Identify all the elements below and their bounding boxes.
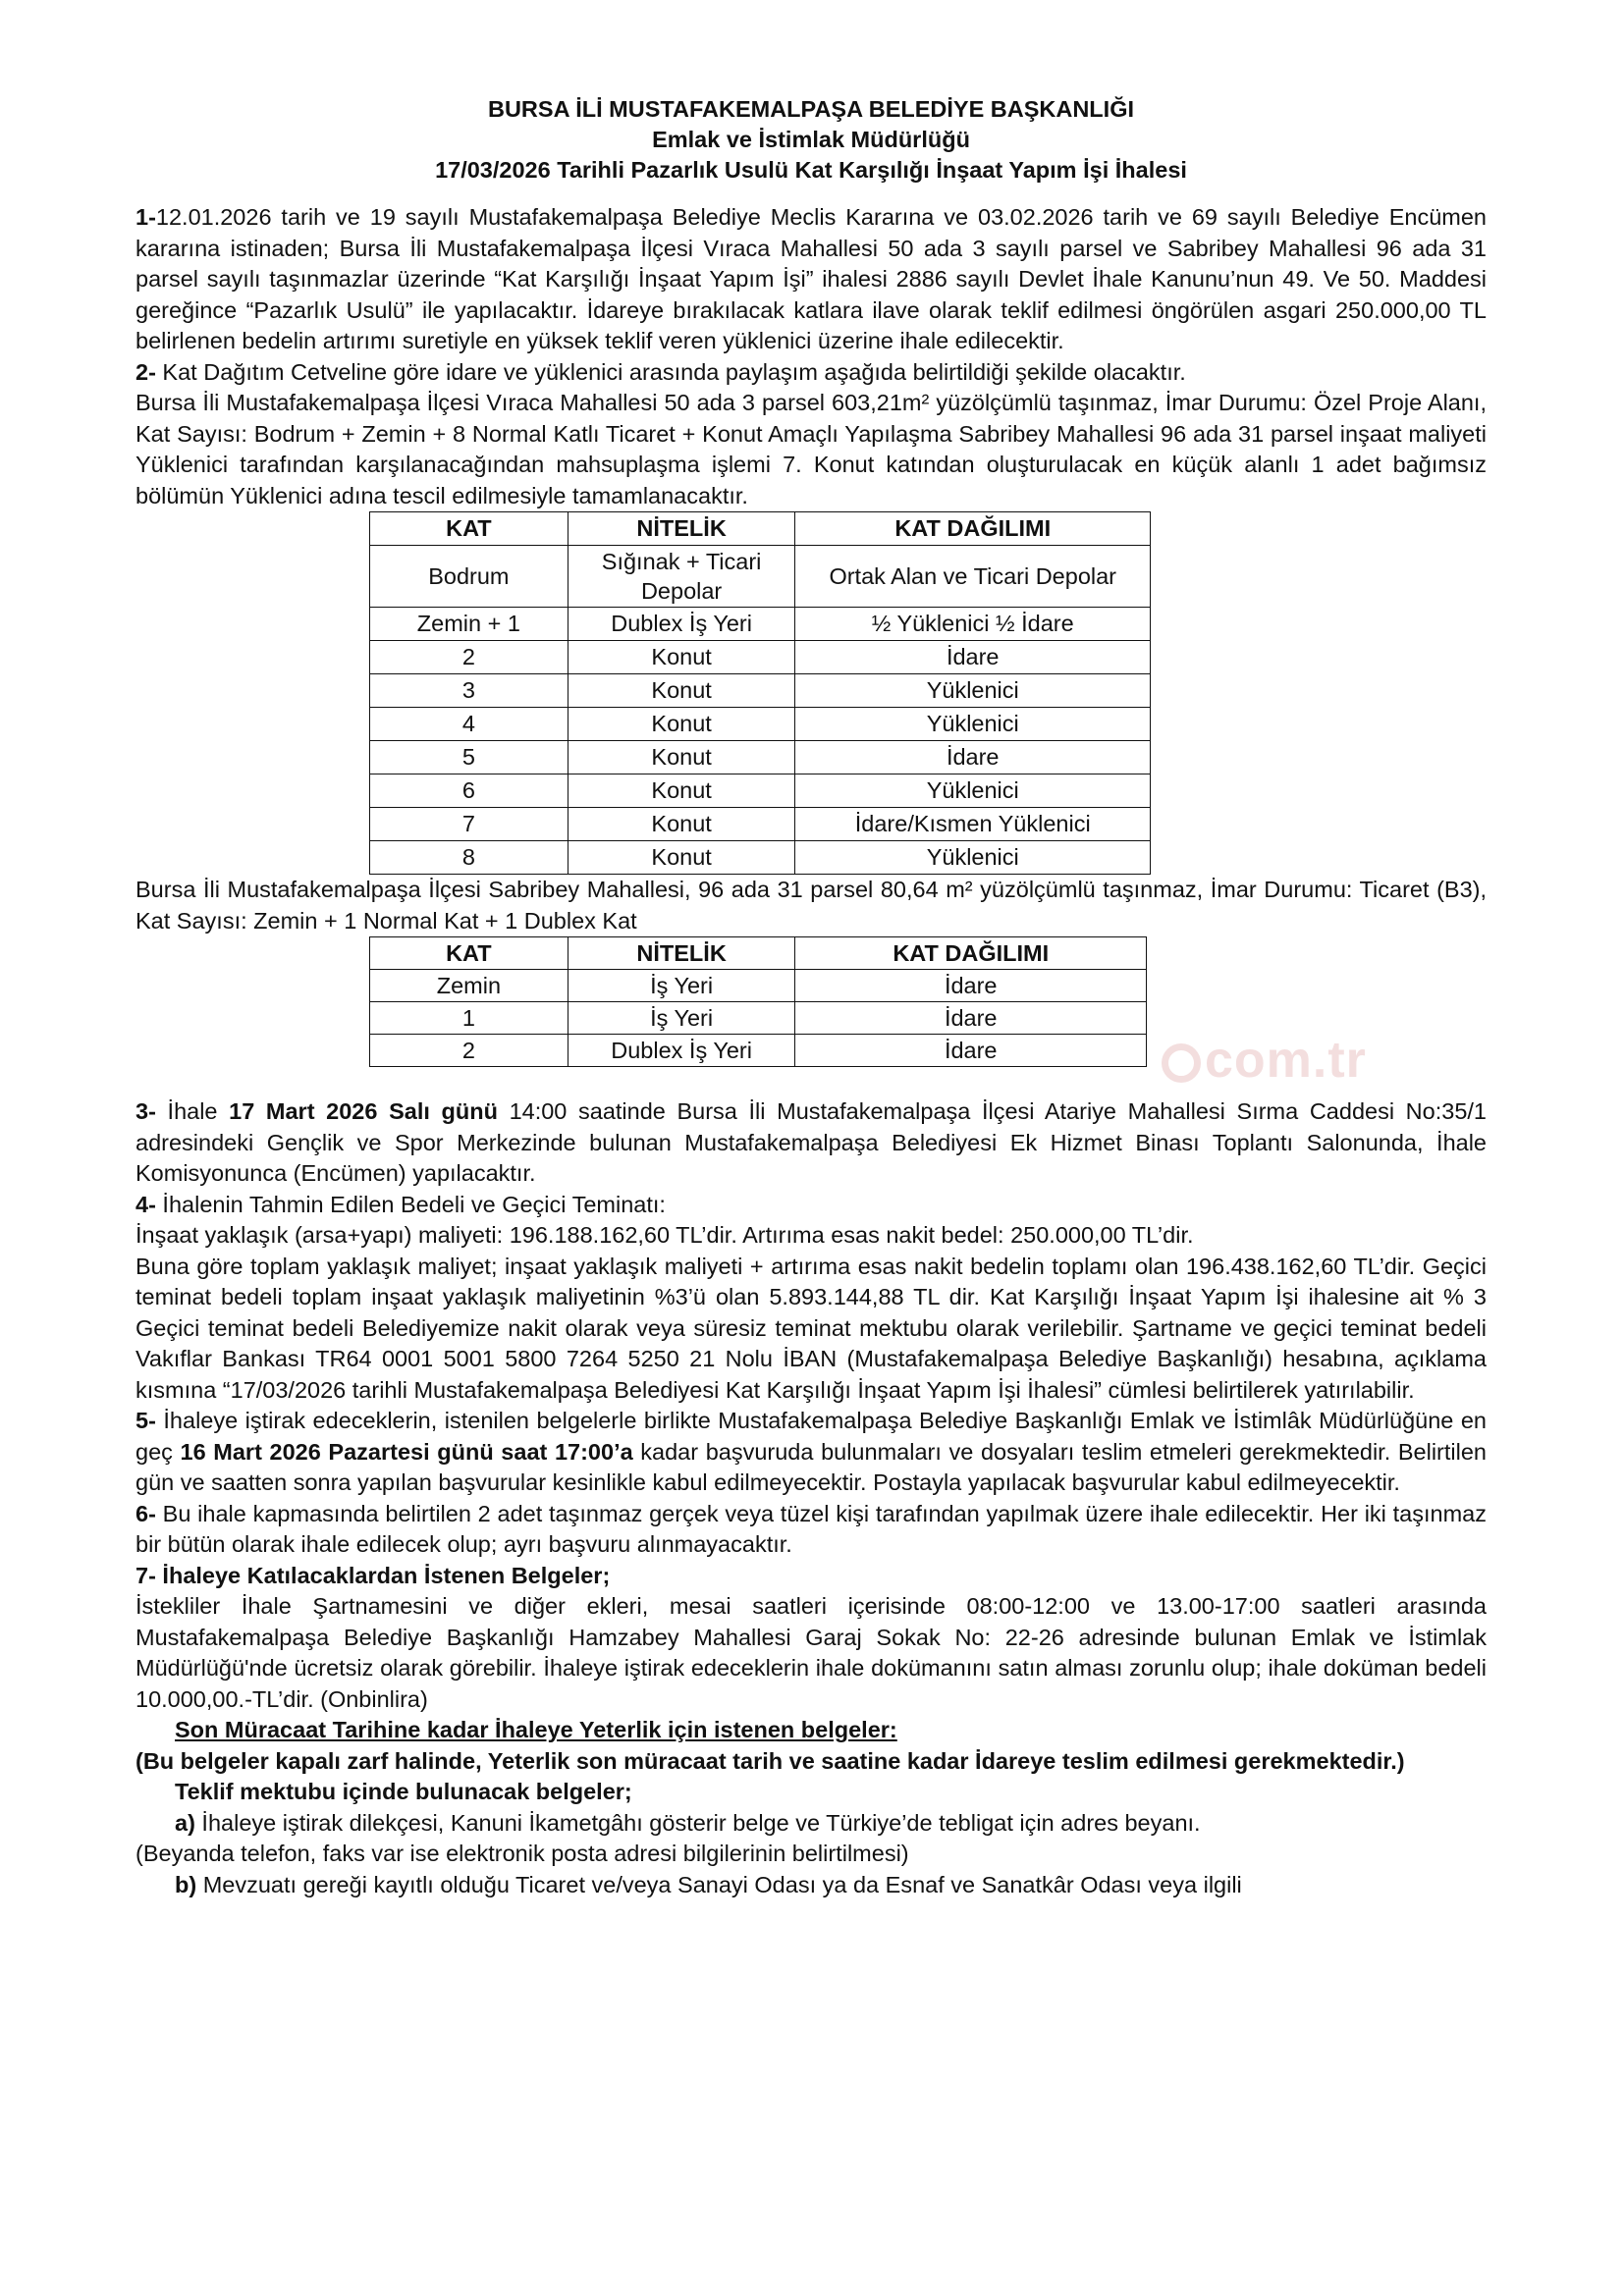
document-header (135, 94, 1487, 186)
paragraph-number: 6- (135, 1500, 156, 1526)
header-line-1: BURSA İLİ MUSTAFAKEMALPAŞA BELEDİYE BAŞKANLIĞI (487, 96, 1134, 122)
floor-distribution-table-viraca (369, 511, 1151, 875)
paragraph-text: 14:00 saatinde Bursa İli Mustafakemalpaşa İlçesi Atariye Mahallesi Sırma Caddesi No:35/1 adresindeki Gençlik ve Spor Merkezinde bulunan Mustafakemalpaşa Belediyesi Ek Hizmet Binası Toplantı Salonunda, İhale Komisyonunca (Encümen) yapılacaktır. (135, 1098, 1487, 1186)
table-cell: 7 (370, 808, 568, 841)
table-cell: Ortak Alan ve Ticari Depolar (795, 546, 1151, 608)
paragraph-text: İhale (155, 1098, 230, 1124)
document-page (135, 94, 1487, 1900)
paragraph-text: İhaleye iştirak edeceklerin, istenilen belgelerle birlikte Mustafakemalpaşa Belediye Başkanlığı Emlak ve İstimlâk Müdürlüğüne en geç (135, 1408, 1487, 1465)
table-cell: Konut (568, 741, 795, 774)
paragraph-number: 5- (135, 1408, 156, 1433)
paragraph-number: 1- (135, 204, 156, 230)
table-header-row (370, 937, 1147, 970)
table-row (370, 708, 1151, 741)
table-cell: Konut (568, 674, 795, 708)
paragraph-7: İstekliler İhale Şartnamesini ve diğer ekleri, mesai saatleri içerisinde 08:00-12:00 ve 13.00-17:00 saatleri arasında Mustafakemalpaşa Belediye Başkanlığı Hamzabey Mahallesi Garaj Sokak No: 22-26 adresinde bulunan Emlak ve İstimlak Müdürlüğü'nde ücretsiz olarak görebilir. İhaleye iştirak edeceklerin ihale dokümanını satın alması zorunlu olup; ihale doküman bedeli 10.000,00.-TL’dir. (Onbinlira) (135, 1593, 1487, 1712)
paragraph-6 (135, 1499, 1487, 1561)
qualification-note (135, 1746, 1487, 1778)
table-cell: Yüklenici (795, 774, 1151, 808)
table-row (370, 741, 1151, 774)
table-cell: İdare (795, 641, 1151, 674)
table-cell: 5 (370, 741, 568, 774)
paragraph-number: 4- (135, 1191, 156, 1217)
table-row (370, 674, 1151, 708)
table-cell: 2 (370, 1035, 568, 1067)
table-row (370, 1002, 1147, 1035)
paragraph-text: kadar başvuruda bulunmaları ve dosyaları teslim etmeleri gerekmektedir. Belirtilen gün ve saatten sonra yapılan başvurular kesinlikle kabul edilmeyecektir. Postayla yapılacak başvurular kabul edilmeyecektir. (135, 1438, 1487, 1495)
paragraph-text: 12.01.2026 tarih ve 19 sayılı Mustafakemalpaşa Belediye Meclis Kararına ve 03.02.2026 tarih ve 69 sayılı Belediye Encümen kararına istinaden; Bursa İli Mustafakemalpaşa İlçesi Vıraca Mahallesi 50 ada 3 sayılı parsel ve Sabribey Mahallesi 96 ada 31 parsel sayılı taşınmazlar üzerinde “Kat Karşılığı İnşaat Yapım İşi” ihalesi 2886 sayılı Devlet İhale Kanunu’nun 49. Ve 50. Maddesi gereğince “Pazarlık Usulü” ile yapılacaktır. İdareye bırakılacak katlara ilave olarak teklif edilmesi öngörülen asgari 250.000,00 TL belirlenen bedelin artırımı suretiyle en yüksek teklif veren yüklenici üzerine ihale edilecektir. (135, 204, 1487, 353)
table-cell: İdare (795, 1002, 1147, 1035)
tender-date: 17 Mart 2026 Salı günü (229, 1098, 498, 1124)
table-cell: İdare (795, 1035, 1147, 1067)
paragraph-4-cost: İnşaat yaklaşık (arsa+yapı) maliyeti: 196.188.162,60 TL’dir. Artırıma esas nakit bedel: 250.000,00 TL’dir. (135, 1222, 1194, 1248)
item-label: b) (175, 1871, 197, 1897)
qualification-heading-text: Son Müracaat Tarihine kadar İhaleye Yeterlik için istenen belgeler: (175, 1717, 897, 1742)
table-cell: ½ Yüklenici ½ İdare (795, 608, 1151, 641)
item-b (135, 1870, 1487, 1901)
watermark-text: com.tr (1205, 1032, 1367, 1089)
item-text: Mevzuatı gereği kayıtlı olduğu Ticaret ve/veya Sanayi Odası ya da Esnaf ve Sanatkâr Odası veya ilgili (196, 1871, 1242, 1897)
table-cell: İdare (795, 970, 1147, 1002)
table-row (370, 841, 1151, 875)
table-row (370, 608, 1151, 641)
table-cell: Konut (568, 708, 795, 741)
table-cell: Dublex İş Yeri (568, 1035, 795, 1067)
table-row (370, 546, 1151, 608)
table-row (370, 774, 1151, 808)
column-header-nitelik: NİTELİK (568, 937, 795, 970)
offer-documents-heading (135, 1777, 1487, 1808)
paragraph-7-title (135, 1561, 1487, 1592)
paragraph-1 (135, 202, 1487, 357)
table-header-row (370, 512, 1151, 546)
item-label: a) (175, 1809, 195, 1836)
table-row (370, 1035, 1147, 1067)
table-cell: Konut (568, 774, 795, 808)
paragraph-5 (135, 1406, 1487, 1499)
paragraph-2 (135, 357, 1487, 389)
paragraph-number: 7- (135, 1562, 156, 1588)
table-cell: Konut (568, 841, 795, 875)
item-text: İhaleye iştirak dilekçesi, Kanuni İkametgâhı gösterir belge ve Türkiye’de tebligat için adres beyanı. (194, 1809, 1201, 1836)
column-header-kat-dagilimi: KAT DAĞILIMI (795, 937, 1147, 970)
paragraph-2-detail: Bursa İli Mustafakemalpaşa İlçesi Vıraca Mahallesi 50 ada 3 parsel 603,21m² yüzölçümlü taşınmaz, İmar Durumu: Özel Proje Alanı, Kat Sayısı: Bodrum + Zemin + 8 Normal Katlı Ticaret + Konut Amaçlı Yapılaşma Sabribey Mahallesi 96 ada 31 parsel inşaat maliyeti Yüklenici tarafından karşılanacağından mahsuplaşma işlemi 7. Konut katından oluşturulacak en küçük alanlı 1 adet bağımsız bölümün Yüklenici adına tescil edilmesiyle tamamlanacaktır. (135, 390, 1487, 508)
section-title: İhaleye Katılacaklardan İstenen Belgeler; (155, 1562, 611, 1588)
table-cell: Konut (568, 808, 795, 841)
table-cell: İdare/Kısmen Yüklenici (795, 808, 1151, 841)
paragraph-text: Kat Dağıtım Cetveline göre idare ve yüklenici arasında paylaşım aşağıda belirtildiği şekilde olacaktır. (155, 358, 1186, 385)
paragraph-number: 3- (135, 1098, 156, 1124)
table-cell: İdare (795, 741, 1151, 774)
paragraph-sabribey: Bursa İli Mustafakemalpaşa İlçesi Sabribey Mahallesi, 96 ada 31 parsel 80,64 m² yüzölçümlü taşınmaz, İmar Durumu: Ticaret (B3), Kat Sayısı: Zemin + 1 Normal Kat + 1 Dublex Kat (135, 877, 1487, 934)
table-cell: Yüklenici (795, 841, 1151, 875)
offer-documents-heading-text: Teklif mektubu içinde bulunacak belgeler; (175, 1779, 632, 1804)
paragraph-text: İhalenin Tahmin Edilen Bedeli ve Geçici Teminatı: (155, 1191, 666, 1217)
header-line-3: 17/03/2026 Tarihli Pazarlık Usulü Kat Karşılığı İnşaat Yapım İşi İhalesi (435, 157, 1187, 183)
column-header-kat-dagilimi: KAT DAĞILIMI (795, 512, 1151, 546)
table-cell: 1 (370, 1002, 568, 1035)
qualification-heading (135, 1715, 1487, 1746)
table-row (370, 641, 1151, 674)
deadline-date: 16 Mart 2026 Pazartesi günü saat 17:00’a (180, 1438, 633, 1465)
table-cell: Zemin (370, 970, 568, 1002)
paragraph-number: 2- (135, 358, 156, 385)
table-cell: İş Yeri (568, 970, 795, 1002)
table-cell: Zemin + 1 (370, 608, 568, 641)
column-header-nitelik: NİTELİK (568, 512, 795, 546)
column-header-kat: KAT (370, 937, 568, 970)
table-cell: Yüklenici (795, 674, 1151, 708)
column-header-kat: KAT (370, 512, 568, 546)
spacer (135, 1067, 1487, 1096)
table-row (370, 808, 1151, 841)
table-cell: 2 (370, 641, 568, 674)
paragraph-4-guarantee: Buna göre toplam yaklaşık maliyet; inşaat yaklaşık maliyeti + artırıma esas nakit bedelin toplamı olan 196.438.162,60 TL’dir. Geçici teminat bedeli toplam inşaat yaklaşık maliyetinin %3’ü olan 5.893.144,88 TL dir. Kat Karşılığı İnşaat Yapım İşi ihalesine ait % 3 Geçici teminat bedeli Belediyemize nakit olarak veya süresiz teminat mektubu olarak verilebilir. Şartname ve geçici teminat bedeli Vakıflar Bankası TR64 0001 5001 5800 7264 5250 21 Nolu İBAN (Mustafakemalpaşa Belediye Başkanlığı) hesabına, açıklama kısmına “17/03/2026 tarihli Mustafakemalpaşa Belediyesi Kat Karşılığı İnşaat Yapım İşi İhalesi” cümlesi belirtilerek yatırılabilir. (135, 1253, 1487, 1403)
table-row (370, 970, 1147, 1002)
table-cell: Yüklenici (795, 708, 1151, 741)
table-cell: Sığınak + Ticari Depolar (568, 546, 795, 608)
table-cell: 6 (370, 774, 568, 808)
table-cell: 8 (370, 841, 568, 875)
item-a-note: (Beyanda telefon, faks var ise elektronik posta adresi bilgilerinin belirtilmesi) (135, 1841, 909, 1866)
paragraph-text: Bu ihale kapmasında belirtilen 2 adet taşınmaz gerçek veya tüzel kişi tarafından yapılmak üzere ihale edilecektir. Her iki taşınmaz bir bütün olarak ihale edilecek olup; ayrı başvuru alınmayacaktır. (135, 1500, 1487, 1557)
table-cell: 3 (370, 674, 568, 708)
table-cell: 4 (370, 708, 568, 741)
paragraph-3 (135, 1096, 1487, 1190)
header-line-2: Emlak ve İstimlak Müdürlüğü (652, 127, 970, 152)
table-cell: Konut (568, 641, 795, 674)
qualification-note-text: (Bu belgeler kapalı zarf halinde, Yeterlik son müracaat tarih ve saatine kadar İdareye teslim edilmesi gerekmektedir.) (135, 1747, 1405, 1774)
table-cell: Bodrum (370, 546, 568, 608)
paragraph-4 (135, 1190, 1487, 1221)
item-a (135, 1808, 1487, 1840)
table-cell: İş Yeri (568, 1002, 795, 1035)
table-cell: Dublex İş Yeri (568, 608, 795, 641)
floor-distribution-table-sabribey (369, 936, 1147, 1067)
